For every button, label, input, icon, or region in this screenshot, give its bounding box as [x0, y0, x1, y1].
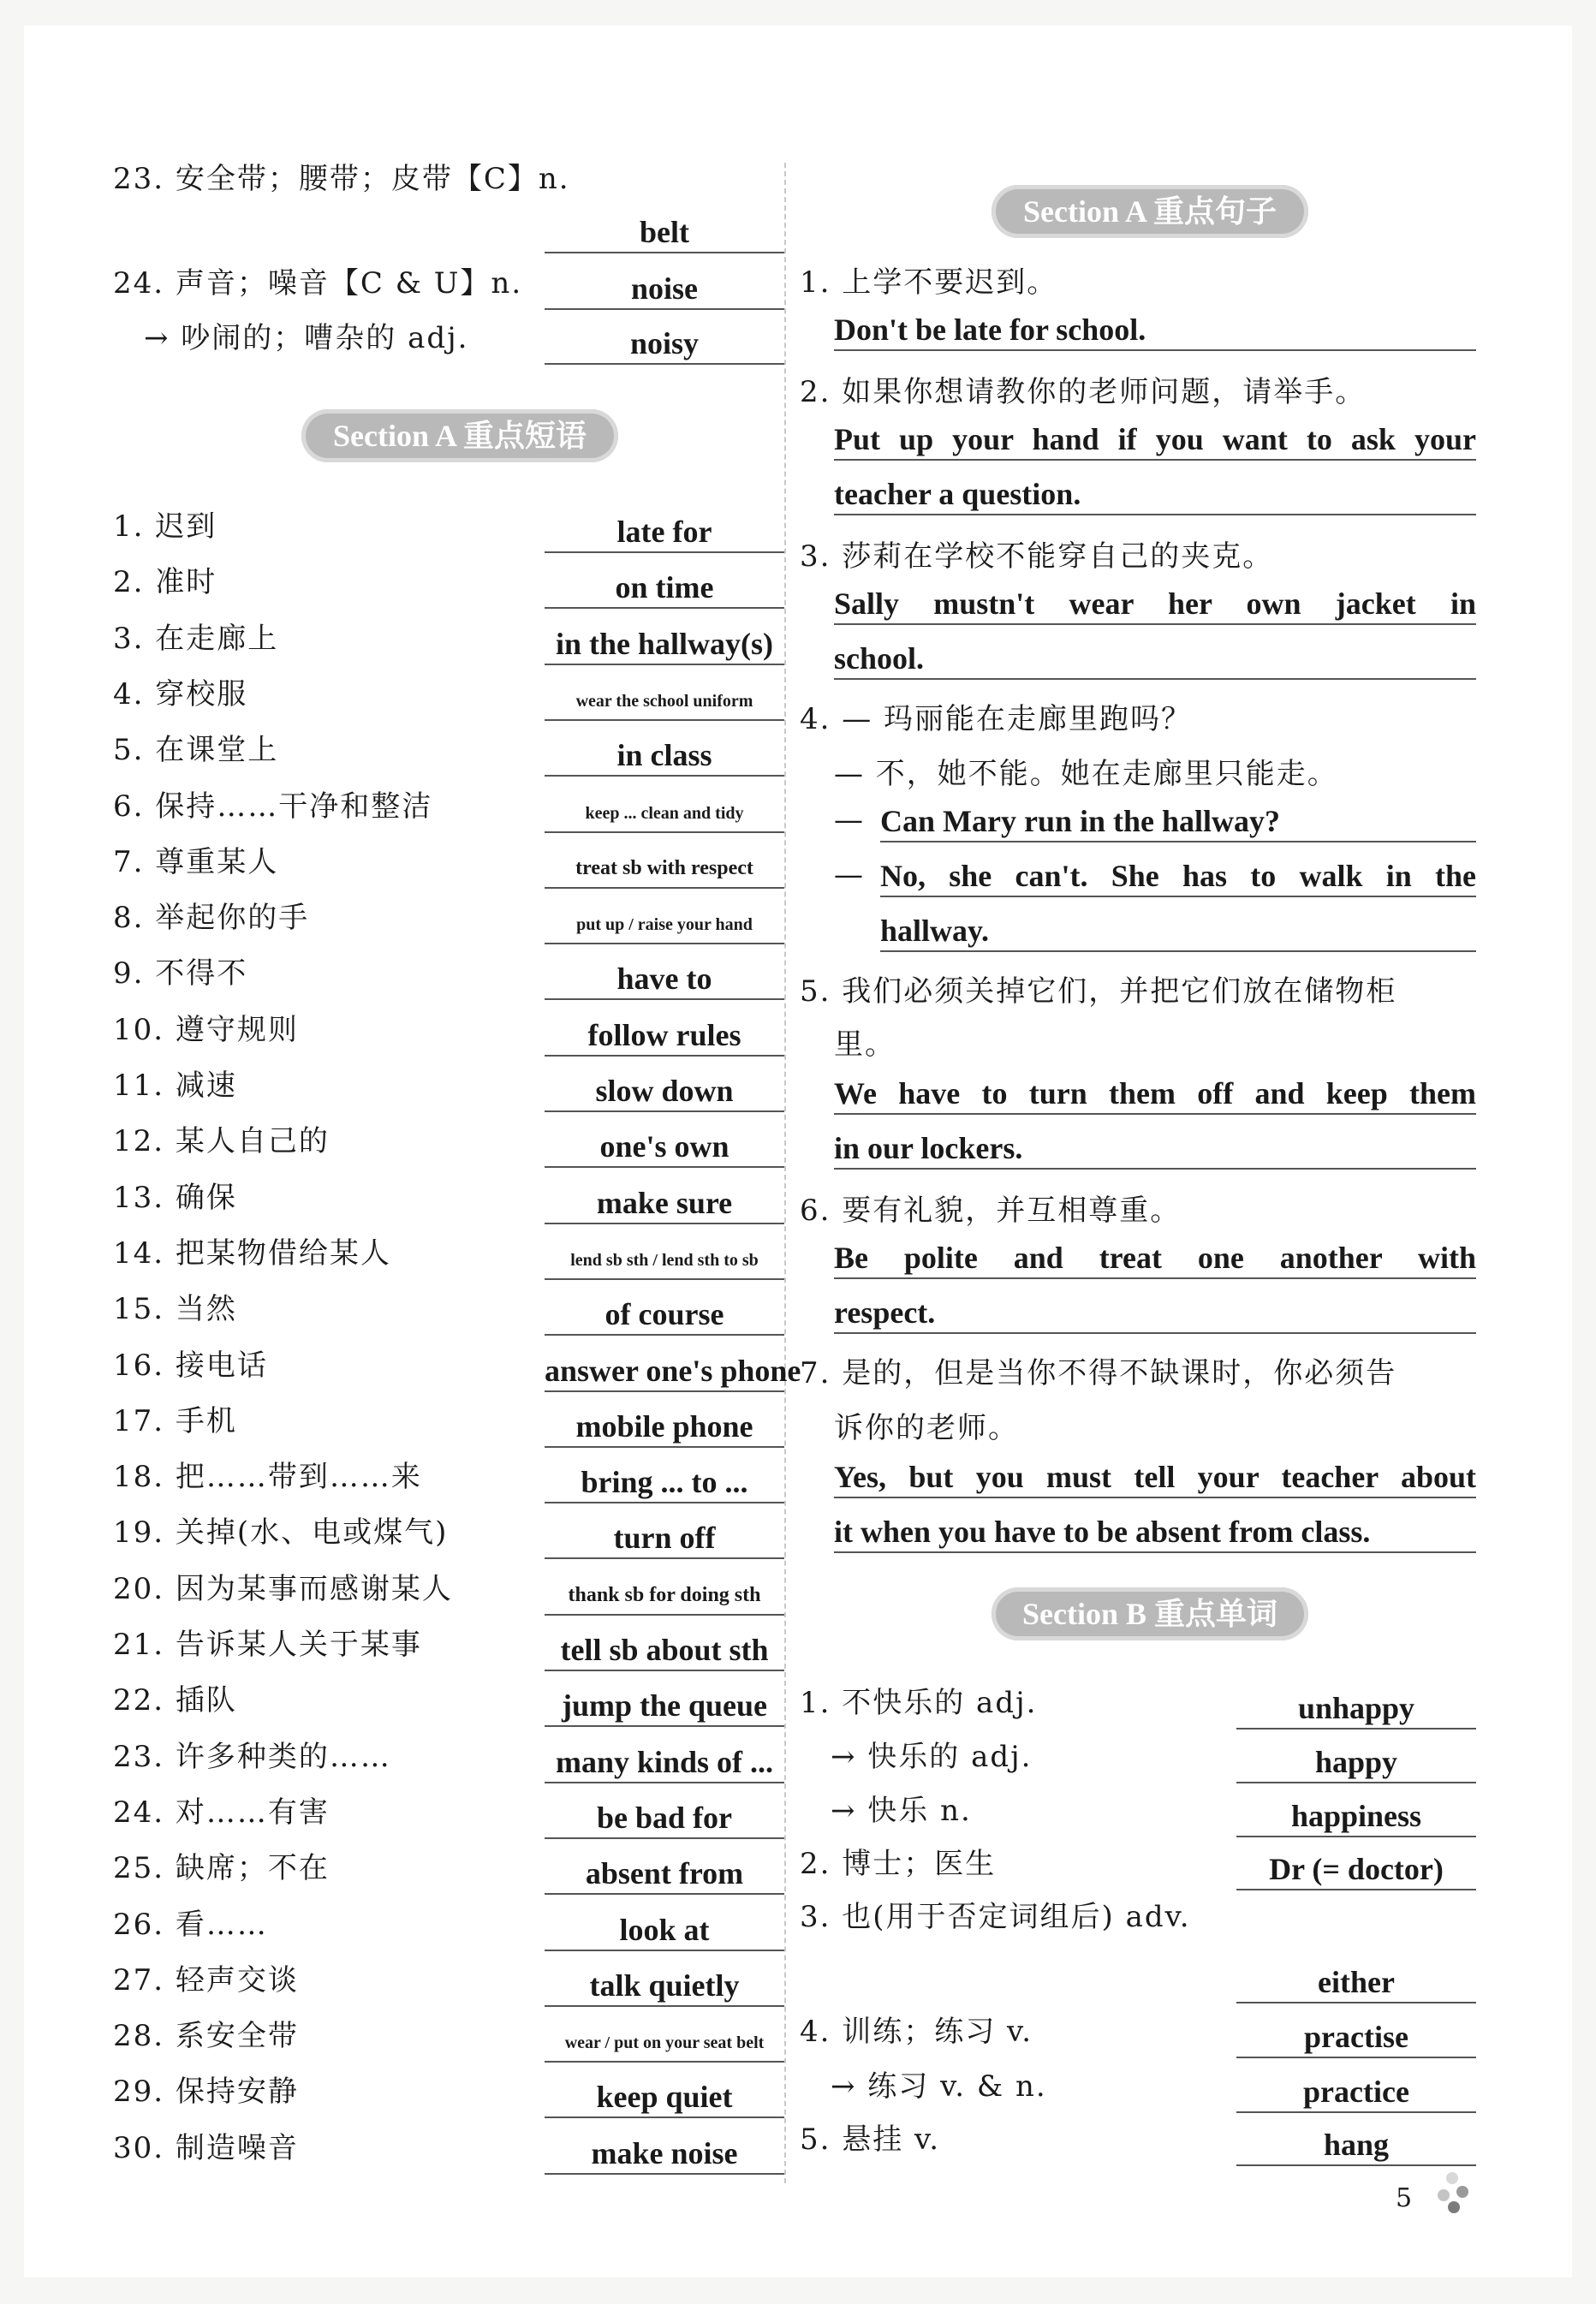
phrase-zh: 24. 对……有害: [113, 1795, 330, 1830]
phrase-row: [113, 1732, 789, 1783]
phrase-zh: 12. 某人自己的: [113, 1124, 330, 1159]
phrase-zh: 29. 保持安静: [113, 2075, 299, 2110]
phrase-zh: 11. 减速: [113, 1069, 237, 1103]
phrase-answer: answer one's phone: [545, 1353, 784, 1392]
sentence-zh: 3. 莎莉在学校不能穿自己的夹克。: [800, 539, 1274, 574]
phrase-row: [113, 1452, 789, 1503]
sentence-zh: 6. 要有礼貌，并互相尊重。: [800, 1194, 1182, 1228]
phrase-answer: keep ... clean and tidy: [545, 804, 784, 833]
phrase-zh: 2. 准时: [113, 565, 217, 600]
phrase-answer: tell sb about sth: [545, 1632, 784, 1671]
sentence-zh: 4. — 玛丽能在走廊里跑吗？: [800, 702, 1193, 736]
phrase-answer: in the hallway(s): [545, 626, 784, 665]
phrase-row: [113, 2067, 789, 2118]
sentence-en: Sally mustn't wear her own jacket in: [834, 586, 1476, 625]
phrase-zh: 26. 看……: [113, 1907, 268, 1942]
word-answer: Dr (= doctor): [1236, 1851, 1476, 1890]
word-zh: 4. 训练；练习 v.: [800, 2015, 1033, 2049]
sentence-en: We have to turn them off and keep them: [834, 1075, 1476, 1115]
vocab-row: [113, 202, 789, 253]
phrase-row: [113, 502, 789, 553]
phrase-answer: mobile phone: [545, 1408, 784, 1448]
phrase-zh: 13. 确保: [113, 1180, 237, 1215]
vocab-answer: noise: [545, 271, 784, 310]
phrase-zh: 21. 告诉某人关于某事: [113, 1628, 422, 1662]
phrase-zh: 28. 系安全带: [113, 2019, 299, 2054]
workbook-page: [24, 26, 1572, 2277]
phrase-zh: 23. 许多种类的……: [113, 1739, 391, 1774]
phrase-answer: be bad for: [545, 1800, 784, 1839]
phrase-row: [113, 893, 789, 944]
sentence-zh: 2. 如果你想请教你的老师问题，请举手。: [800, 375, 1367, 409]
phrase-row: [113, 837, 789, 889]
sentence-en: respect.: [834, 1295, 1476, 1334]
phrase-row: [113, 2011, 789, 2063]
phrase-zh: 7. 尊重某人: [113, 844, 279, 879]
sentence-zh: — 不，她不能。她在走廊里只能走。: [834, 757, 1338, 791]
phrase-zh: 9. 不得不: [113, 956, 248, 991]
phrase-answer: have to: [545, 961, 784, 1000]
phrase-row: [113, 1173, 789, 1224]
phrase-answer: on time: [545, 569, 784, 609]
vocab-row: [113, 313, 789, 365]
phrase-answer: turn off: [545, 1520, 784, 1559]
phrase-answer: follow rules: [545, 1017, 784, 1057]
sentence-en: it when you have to be absent from class.: [834, 1514, 1476, 1553]
phrase-answer: many kinds of ...: [545, 1744, 784, 1783]
section-b-word-row: [800, 2062, 1476, 2113]
dialogue-dash: —: [834, 858, 865, 892]
sentence-en: Be polite and treat one another with: [834, 1240, 1476, 1279]
phrase-row: [113, 1061, 789, 1112]
phrase-zh: 19. 关掉(水、电或煤气): [113, 1515, 449, 1551]
phrase-zh: 6. 保持……干净和整洁: [113, 789, 433, 824]
sentence-en: Don't be late for school.: [834, 312, 1476, 351]
section-b-word-row: [800, 2115, 1476, 2166]
phrase-answer: in class: [545, 737, 784, 777]
page-number: 5: [1396, 2183, 1413, 2213]
word-zh: → 练习 v. & n.: [800, 2069, 1047, 2104]
phrase-answer: treat sb with respect: [545, 857, 784, 889]
phrase-row: [113, 1005, 789, 1057]
sentence-en: teacher a question.: [834, 476, 1476, 515]
phrase-zh: 17. 手机: [113, 1403, 237, 1438]
section-b-word-row: [800, 1786, 1476, 1837]
section-b-word-row: [800, 1678, 1476, 1729]
phrase-zh: 16. 接电话: [113, 1348, 268, 1383]
phrase-row: [113, 782, 789, 833]
section-b-word-row: [800, 1839, 1476, 1890]
phrase-answer: late for: [545, 514, 784, 553]
phrase-row: [113, 725, 789, 777]
word-answer: unhappy: [1236, 1690, 1476, 1729]
phrase-row: [113, 1676, 789, 1727]
word-answer: happy: [1236, 1744, 1476, 1783]
dialogue-dash: —: [834, 803, 865, 837]
phrase-row: [113, 949, 789, 1000]
phrase-answer: bring ... to ...: [545, 1464, 784, 1503]
phrase-row: [113, 1956, 789, 2007]
word-zh: 3. 也(用于否定词组后) adv.: [800, 1900, 1191, 1934]
word-zh: → 快乐 n.: [800, 1794, 972, 1828]
phrase-zh: 10. 遵守规则: [113, 1012, 299, 1047]
phrase-row: [113, 557, 789, 609]
phrase-row: [113, 1900, 789, 1951]
phrase-answer: thank sb for doing sth: [545, 1584, 784, 1616]
phrase-row: [113, 1843, 789, 1895]
phrase-answer: jump the queue: [545, 1688, 784, 1727]
sentence-zh: 1. 上学不要迟到。: [800, 265, 1058, 300]
phrase-zh: 5. 在课堂上: [113, 733, 279, 768]
phrase-row: [113, 614, 789, 665]
hexagon-dots-icon: [1420, 2166, 1471, 2218]
phrase-answer: keep quiet: [545, 2079, 784, 2118]
sentence-en: school.: [834, 640, 1476, 680]
phrase-answer: put up / raise your hand: [545, 915, 784, 944]
phrase-row: [113, 670, 789, 721]
sentence-zh: 5. 我们必须关掉它们，并把它们放在储物柜: [800, 974, 1397, 1009]
phrase-row: [113, 1396, 789, 1448]
vocab-answer: noisy: [545, 325, 784, 365]
sentence-en: in our lockers.: [834, 1130, 1476, 1170]
phrase-row: [113, 1341, 801, 1392]
phrase-row: [113, 1508, 789, 1559]
phrase-zh: 4. 穿校服: [113, 676, 248, 711]
word-zh: 5. 悬挂 v.: [800, 2122, 941, 2157]
vocab-zh: 23. 安全带；腰带；皮带【C】n.: [113, 162, 570, 196]
sentence-zh: 7. 是的，但是当你不得不缺课时，你必须告: [800, 1356, 1397, 1390]
phrase-answer: slow down: [545, 1073, 784, 1112]
word-answer: hang: [1236, 2127, 1476, 2166]
phrase-zh: 25. 缺席；不在: [113, 1851, 330, 1886]
phrase-answer: absent from: [545, 1855, 784, 1895]
phrase-answer: one's own: [545, 1128, 784, 1168]
phrase-zh: 3. 在走廊上: [113, 621, 279, 656]
phrase-answer: talk quietly: [545, 1968, 784, 2007]
sentence-en: No, she can't. She has to walk in the: [880, 858, 1476, 897]
vocab-zh: 24. 声音；噪音【C & U】n.: [113, 266, 523, 301]
phrase-row: [113, 1284, 789, 1336]
section-b-word-row: [800, 2007, 1476, 2058]
phrase-row: [113, 1564, 789, 1616]
phrase-answer: look at: [545, 1912, 784, 1951]
section-b-words-title: Section B 重点单词: [992, 1587, 1308, 1640]
section-a-phrases-title: Section A 重点短语: [301, 409, 618, 462]
vocab-zh: → 吵闹的；嘈杂的 adj.: [113, 321, 469, 355]
phrase-answer: of course: [545, 1296, 784, 1336]
sentence-zh: 里。: [834, 1027, 896, 1062]
sentence-en: Yes, but you must tell your teacher about: [834, 1459, 1476, 1498]
phrase-answer: wear the school uniform: [545, 692, 784, 721]
phrase-zh: 15. 当然: [113, 1292, 237, 1327]
word-answer: either: [1236, 1964, 1476, 2003]
phrase-zh: 14. 把某物借给某人: [113, 1235, 391, 1271]
word-zh: 2. 博士；医生: [800, 1847, 997, 1881]
vocab-answer: belt: [545, 214, 784, 253]
section-a-sentences-title: Section A 重点句子: [992, 185, 1308, 238]
phrase-answer: lend sb sth / lend sth to sb: [545, 1251, 784, 1280]
phrase-zh: 18. 把……带到……来: [113, 1460, 422, 1495]
word-zh: → 快乐的 adj.: [800, 1740, 1033, 1774]
word-answer: happiness: [1236, 1798, 1476, 1837]
phrase-row: [113, 1620, 789, 1671]
phrase-zh: 27. 轻声交谈: [113, 1962, 299, 1997]
phrase-row: [113, 1229, 789, 1280]
section-b-word-row: [800, 1952, 1476, 2003]
phrase-answer: wear / put on your seat belt: [545, 2033, 784, 2063]
phrase-zh: 8. 举起你的手: [113, 901, 310, 936]
phrase-row: [113, 1788, 789, 1839]
vocab-row: [113, 259, 789, 310]
section-b-word-row: [800, 1732, 1476, 1783]
phrase-row: [113, 2123, 789, 2175]
sentence-zh: 诉你的老师。: [834, 1411, 1019, 1445]
phrase-zh: 1. 迟到: [113, 509, 217, 544]
phrase-row: [113, 1116, 789, 1168]
phrase-answer: make sure: [545, 1185, 784, 1224]
sentence-en: Can Mary run in the hallway?: [880, 803, 1476, 842]
sentence-en: Put up your hand if you want to ask your: [834, 421, 1476, 461]
phrase-answer: make noise: [545, 2135, 784, 2175]
word-answer: practise: [1236, 2019, 1476, 2058]
phrase-zh: 22. 插队: [113, 1683, 237, 1718]
word-zh: 1. 不快乐的 adj.: [800, 1686, 1038, 1720]
vocab-row: [113, 154, 789, 205]
section-b-word-row: [800, 1892, 1476, 1944]
sentence-en: hallway.: [880, 913, 1476, 952]
phrase-zh: 20. 因为某事而感谢某人: [113, 1571, 453, 1606]
word-answer: practice: [1236, 2074, 1476, 2113]
phrase-zh: 30. 制造噪音: [113, 2130, 299, 2165]
